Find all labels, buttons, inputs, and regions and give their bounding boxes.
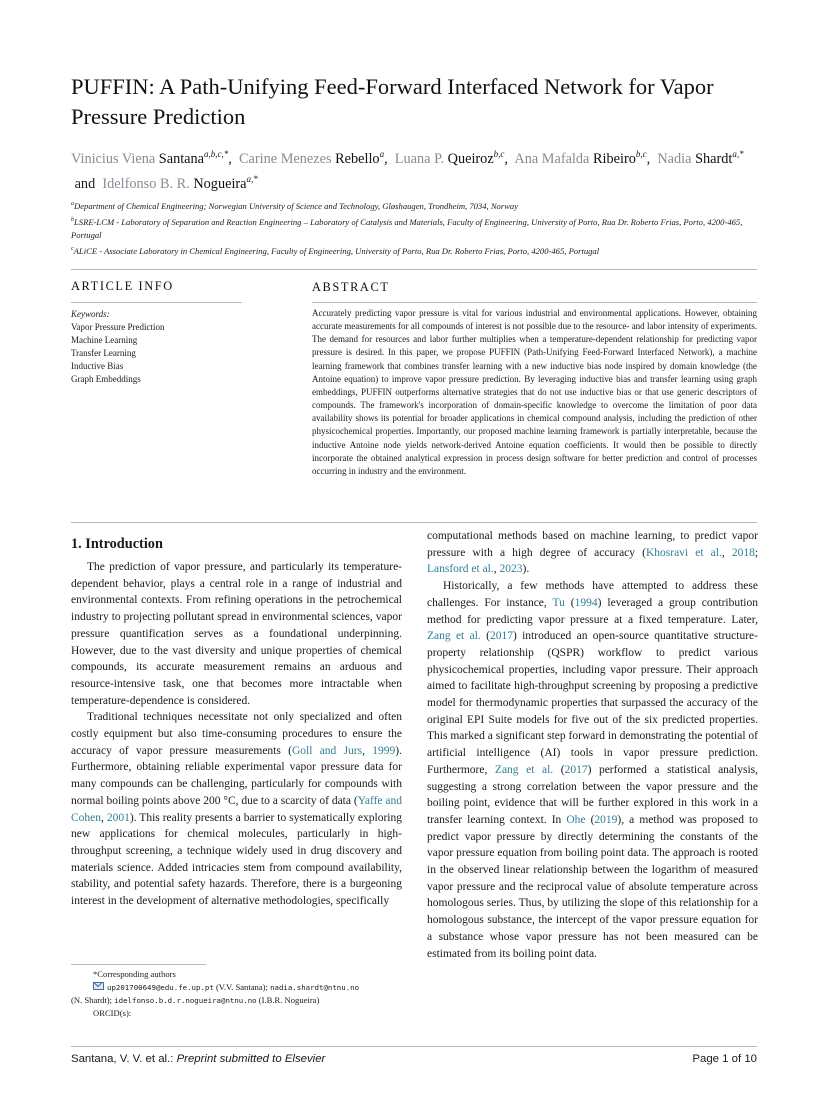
citation-link[interactable]: 1999 [372, 744, 396, 757]
keyword-item: Vapor Pressure Prediction [71, 322, 165, 333]
keyword-item: Graph Embeddings [71, 374, 141, 385]
abstract-rule [312, 302, 757, 303]
paper-title: PUFFIN: A Path-Unifying Feed-Forward Interfaced Network for Vapor Pressure Prediction [71, 74, 714, 129]
keyword-item: Inductive Bias [71, 361, 124, 372]
corresponding-authors-note: *Corresponding authors [93, 969, 176, 979]
citation-link[interactable]: Zang et al. [427, 630, 481, 643]
affiliations [71, 198, 761, 259]
abstract-text: Accurately predicting vapor pressure is vital for various industrial and environmental applications. However, obtaining accurate measurements for all compounds of interest is not possible due to the resource- and labor intensity of experiments. The demand for resources and labor further multiplies when a temperature-dependent relationship for predicting vapor pressure is desired. In this paper, we propose PUFFIN (Path-Unifying Feed-Forward Interfaced Network), a machine learning framework that combines transfer learning with a new inductive bias node inspired by domain knowledge (the Antoine equation) to improve vapor pressure prediction. By leveraging inductive bias and transfer learning using graph embeddings, PUFFIN outperforms alternative strategies that do not use inductive bias or that use generic descriptors of compounds. The framework's incorporation of domain-specific knowledge to overcome the limitation of poor data availability shows its potential for broader applications in chemical compound analysis, including the prediction of other physicochemical properties. Importantly, our proposed machine learning framework is partially interpretable, because the inductive Antoine node yields network-derived Antoine equation coefficients. It would then be possible to directly incorporate the obtained analytical expression in process design software for better prediction and control of processes occurring in industry and the environment. [312, 308, 757, 476]
page-footer [71, 1053, 757, 1065]
author-name: Luana P. Queiroz$^{b,c}$ [394, 149, 505, 167]
header-divider [71, 269, 757, 270]
citation-link[interactable]: 2017 [564, 763, 588, 776]
citation-link[interactable]: 1994 [574, 596, 598, 609]
email-link[interactable]: up201700649@edu.fe.up.pt [107, 983, 214, 992]
right-column [427, 528, 758, 962]
citation-link[interactable]: Ohe [566, 813, 586, 826]
citation-link[interactable]: Zang et al. [494, 763, 554, 776]
intro-paragraph-1: The prediction of vapor pressure, and particularly its temperature-dependent behavior, plays a central role in a range of industrial and environmental contexts. From refining operations in the petrochemical industry to projecting pollutant spread in environmental sciences, vapor pressure quantification serves as a foundational underpinning. However, due to the vast diversity and unique properties of chemical compounds, its accurate measurement remains an arduous and resource-intensive task, one that becomes more intractable when temperature-dependence is considered. [71, 561, 402, 707]
affiliation-a: $^a$Department of Chemical Engineering; Norwegian University of Science and Technology, Gløshaugen, Trondheim, 7034, Norway [71, 200, 519, 211]
intro-paragraph-2: Traditional techniques necessitate not only specialized and often costly equipment but also time-consuming procedures to ensure the accuracy of vapor pressure measurements (Goll and Jurs, 1999). Furthermore, obtaining reliable experimental vapor pressure data for many compounds can be challenging, particularly for compounds with normal boiling points above 200 °C, due to a scarcity of data (Yaffe and Cohen, 2001). This reality presents a barrier to systematically exploring new applications for chemical molecules, particularly in high-throughput screening, a technique widely used in drug discovery and materials science. Added intricacies stem from compound availability, stability, and potential safety hazards. Therefore, there is a burgeoning interest in the development of alternative methodologies, specifically [71, 711, 403, 908]
email-link[interactable]: idelfonso.b.d.r.nogueira@ntnu.no [114, 996, 257, 1005]
author-name: Nadia Shardt$^{a,*}$ [657, 149, 744, 167]
citation-link[interactable]: Lansford et al. [427, 563, 494, 576]
envelope-icon [93, 982, 104, 990]
citation-link[interactable]: Goll and Jurs [291, 744, 363, 757]
citation-link[interactable]: 2017 [489, 630, 513, 643]
citation-link[interactable]: 2019 [594, 813, 618, 826]
author-name: Carine Menezes Rebello$^a$ [239, 149, 385, 167]
keywords-block [71, 308, 246, 387]
footer-rule [71, 1046, 757, 1047]
article-info-heading: ARTICLE INFO [71, 279, 174, 293]
citation-link[interactable]: 2018 [731, 546, 755, 559]
author-name: Ana Mafalda Ribeiro$^{b,c}$ [514, 149, 647, 167]
email-link[interactable]: nadia.shardt@ntnu.no [270, 983, 360, 992]
orcid-line: ORCID(s): [93, 1008, 132, 1018]
footer-citation: Santana, V. V. et al.: Preprint submitted to Elsevier [71, 1053, 326, 1065]
section-heading-introduction: 1. Introduction [71, 536, 163, 552]
article-info-rule [71, 302, 242, 303]
footnote [71, 968, 411, 1020]
intro-paragraph-3: Historically, a few methods have attempted to address these challenges. For instance, Tu (1994) leveraged a group contribution method for predicting vapor pressure at a fixed temperature. Later, Zang et al. (2017) introduced an open-source quantitative structure-property relationship (QSPR) workflow to predict various physicochemical properties, including vapor pressure. Their approach aimed to facilitate high-throughput screening by proposing a predictive model for thermodynamic properties that surpassed the accuracy of the original EPI Suite models for five out of the six predicted properties. This marked a significant step forward in demonstrating the potential of artificial intelligence (AI) tools in vapor pressure prediction. Furthermore, Zang et al. (2017) performed a statistical analysis, suggesting a strong correlation between the vapor pressure and the boiling point, evidence that will be further explored in this work in a transfer learning context. In Ohe (2019), a method was proposed to predict vapor pressure by directly determining the constants of the vapor pressure equation from boiling point data. The approach is rooted in the observed linear relationship between the logarithm of measured vapor pressure and the reciprocal value of absolute temperature across homologous series. Thus, by utilizing the slope of this relationship for a homologous substance, the intercept of the vapor pressure equation for a substance whose vapor pressure has not been measured can be estimated from its boiling point data. [427, 580, 758, 960]
footnote-rule [71, 964, 206, 965]
keyword-item: Machine Learning [71, 335, 138, 346]
citation-link[interactable]: 2001 [106, 811, 130, 824]
email-line: up201700649@edu.fe.up.pt (V.V. Santana); nadia.shardt@ntnu.no [71, 981, 411, 994]
citation-link[interactable]: 2023 [499, 563, 523, 576]
citation-link[interactable]: Khosravi et al. [645, 546, 722, 559]
citation-link[interactable]: Yaffe and Cohen [71, 794, 403, 824]
abstract-heading: ABSTRACT [312, 280, 390, 294]
intro-paragraph-2-continued: computational methods based on machine learning, to predict vapor pressure with a high degree of accuracy (Khosravi et al., 2018; Lansford et al., 2023). [427, 530, 759, 576]
left-column [71, 533, 402, 910]
citation-link[interactable]: Tu [552, 596, 565, 609]
keyword-item: Transfer Learning [71, 348, 136, 359]
author-name: Idelfonso B. R. Nogueira$^{a,*}$ [102, 173, 258, 192]
author-name: Vinicius Viena Santana$^{a,b,c,*}$ [71, 149, 229, 167]
author-list: Vinicius Viena Santana$^{a,b,c,*}$, Carine Menezes Rebello$^a$, Luana P. Queiroz$^{b,c}$, Ana Mafalda Ribeiro$^{b,c}$, Nadia Shardt$^{a,*}$ and Idelfonso B. R. Nogueira$^{a,*}$ [71, 149, 744, 192]
body-divider [71, 522, 757, 523]
affiliation-b: $^b$LSRE-LCM - Laboratory of Separation and Reaction Engineering – Laboratory of Catalysis and Materials, Faculty of Engineering, University of Porto, Rua Dr. Roberto Frias, Porto, 4200-465, Portugal [71, 217, 743, 240]
keywords-label: Keywords: [71, 309, 110, 319]
affiliation-c: $^c$ALiCE - Associate Laboratory in Chemical Engineering, Faculty of Engineering, University of Porto, Rua Dr. Roberto Frias, Porto, 4200-465, Portugal [71, 245, 600, 256]
page-number: Page 1 of 10 [692, 1053, 757, 1065]
email-line: (N. Shardt); idelfonso.b.d.r.nogueira@ntnu.no (I.B.R. Nogueira) [71, 995, 320, 1005]
